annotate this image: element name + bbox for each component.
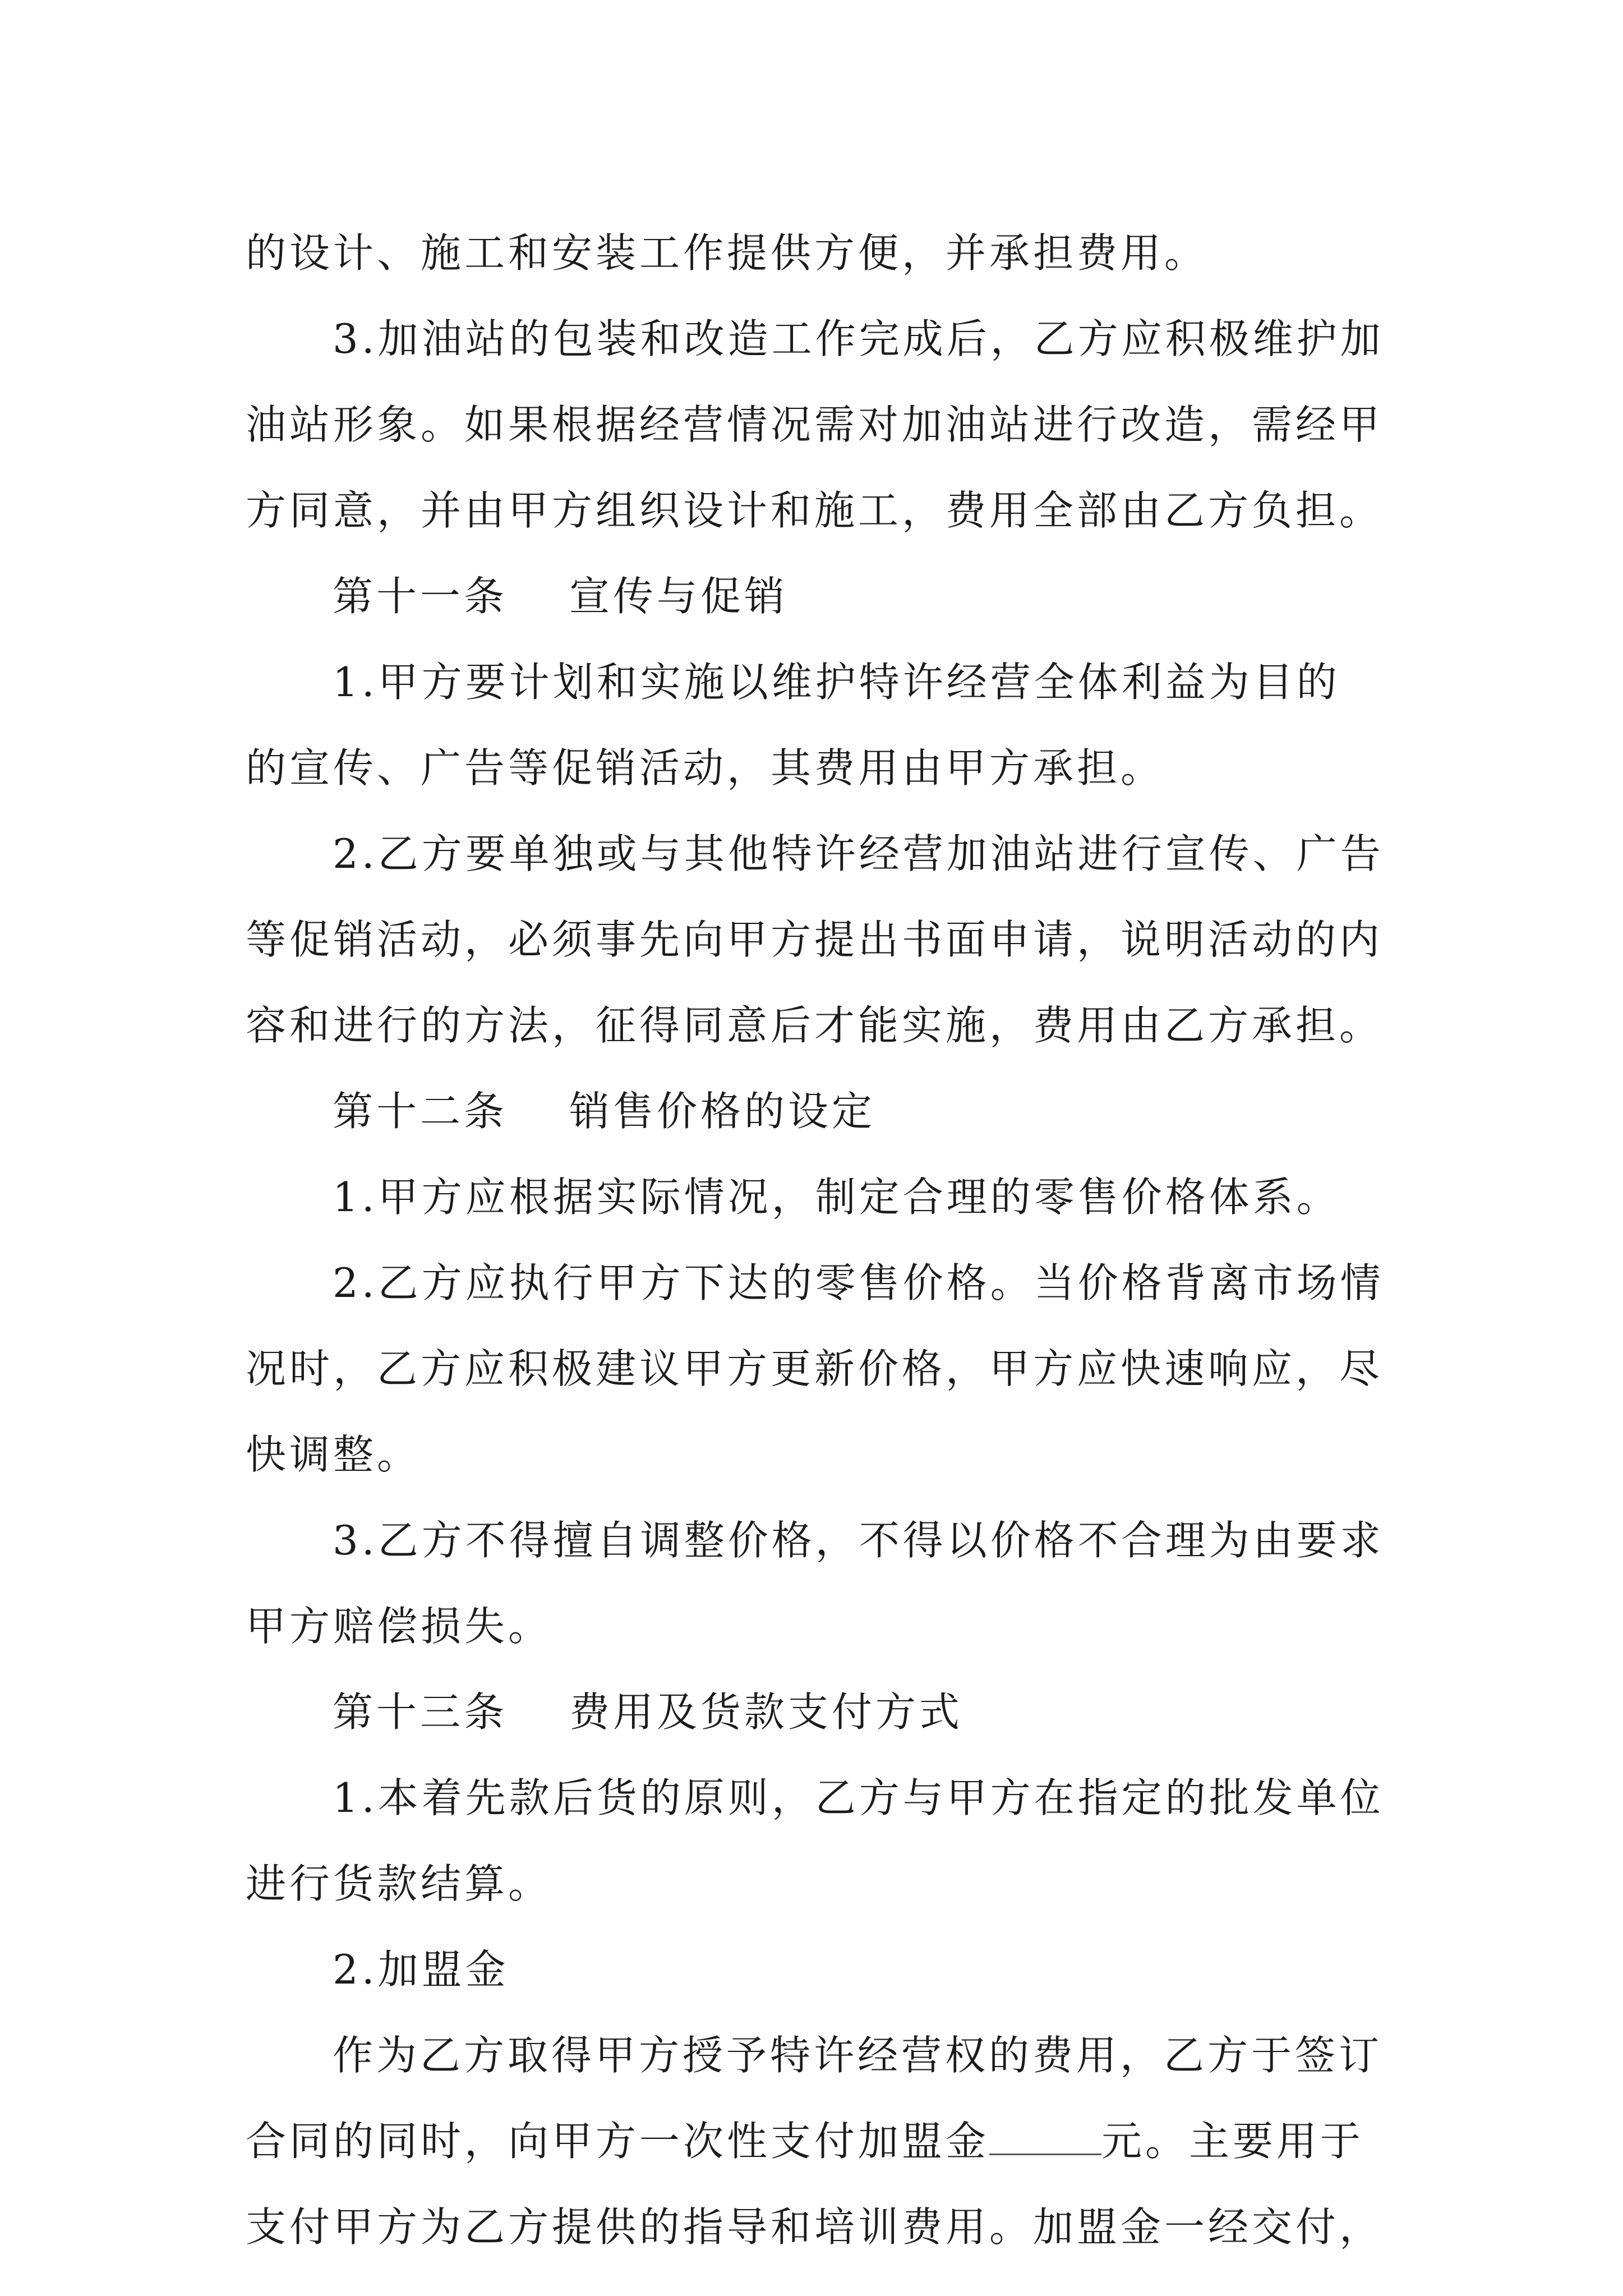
paragraph-line: 快调整。 xyxy=(246,1431,421,1478)
article-number: 第十二条 xyxy=(333,1088,508,1135)
fill-in-blank xyxy=(989,2120,1101,2155)
paragraph-line: 3.乙方不得擅自调整价格，不得以价格不合理为由要求 xyxy=(333,1517,1384,1564)
article-11-heading xyxy=(246,554,1384,639)
paragraph-line: 容和进行的方法，征得同意后才能实施，费用由乙方承担。 xyxy=(246,1002,1384,1049)
paragraph-line: 1.甲方要计划和实施以维护特许经营全体利益为目的 xyxy=(333,659,1340,706)
article-number: 第十一条 xyxy=(333,573,508,620)
article-title: 销售价格的设定 xyxy=(569,1088,876,1135)
article-title: 费用及货款支付方式 xyxy=(569,1688,963,1736)
paragraph-line: 2.乙方应执行甲方下达的零售价格。当价格背离市场情 xyxy=(333,1259,1384,1306)
paragraph-line-with-blank xyxy=(246,2099,1384,2184)
paragraph-line: 支付甲方为乙方提供的指导和培训费用。加盟金一经交付， xyxy=(246,2203,1384,2251)
paragraph-line: 1.本着先款后货的原则，乙方与甲方在指定的批发单位 xyxy=(333,1774,1384,1821)
paragraph-line: 的宣传、广告等促销活动，其费用由甲方承担。 xyxy=(246,744,1165,792)
paragraph-line: 1.甲方应根据实际情况，制定合理的零售价格体系。 xyxy=(333,1174,1340,1221)
article-12-heading xyxy=(246,1069,1384,1154)
paragraph-line: 2.乙方要单独或与其他特许经营加油站进行宣传、广告 xyxy=(333,830,1384,877)
document-body xyxy=(246,210,1384,2270)
paragraph-text: 元。主要用于 xyxy=(1101,2118,1364,2165)
paragraph-line: 等促销活动，必须事先向甲方提出书面申请，说明活动的内 xyxy=(246,916,1384,963)
article-13-heading xyxy=(246,1669,1384,1755)
paragraph-line: 的设计、施工和安装工作提供方便，并承担费用。 xyxy=(246,229,1209,277)
article-title: 宣传与促销 xyxy=(569,573,789,620)
paragraph-line: 方同意，并由甲方组织设计和施工，费用全部由乙方负担。 xyxy=(246,487,1384,534)
paragraph-line: 2.加盟金 xyxy=(333,1946,509,1993)
article-number: 第十三条 xyxy=(333,1688,508,1736)
paragraph-line: 甲方赔偿损失。 xyxy=(246,1603,552,1650)
paragraph-text: 合同的同时，向甲方一次性支付加盟金 xyxy=(246,2118,990,2165)
paragraph-line: 进行货款结算。 xyxy=(246,1860,552,1907)
paragraph-line: 作为乙方取得甲方授予特许经营权的费用，乙方于签订 xyxy=(333,2032,1383,2079)
paragraph-line: 况时，乙方应积极建议甲方更新价格，甲方应快速响应，尽 xyxy=(246,1345,1384,1392)
paragraph-line: 油站形象。如果根据经营情况需对加油站进行改造，需经甲 xyxy=(246,401,1384,448)
paragraph-line: 3.加油站的包装和改造工作完成后，乙方应积极维护加 xyxy=(333,315,1384,362)
